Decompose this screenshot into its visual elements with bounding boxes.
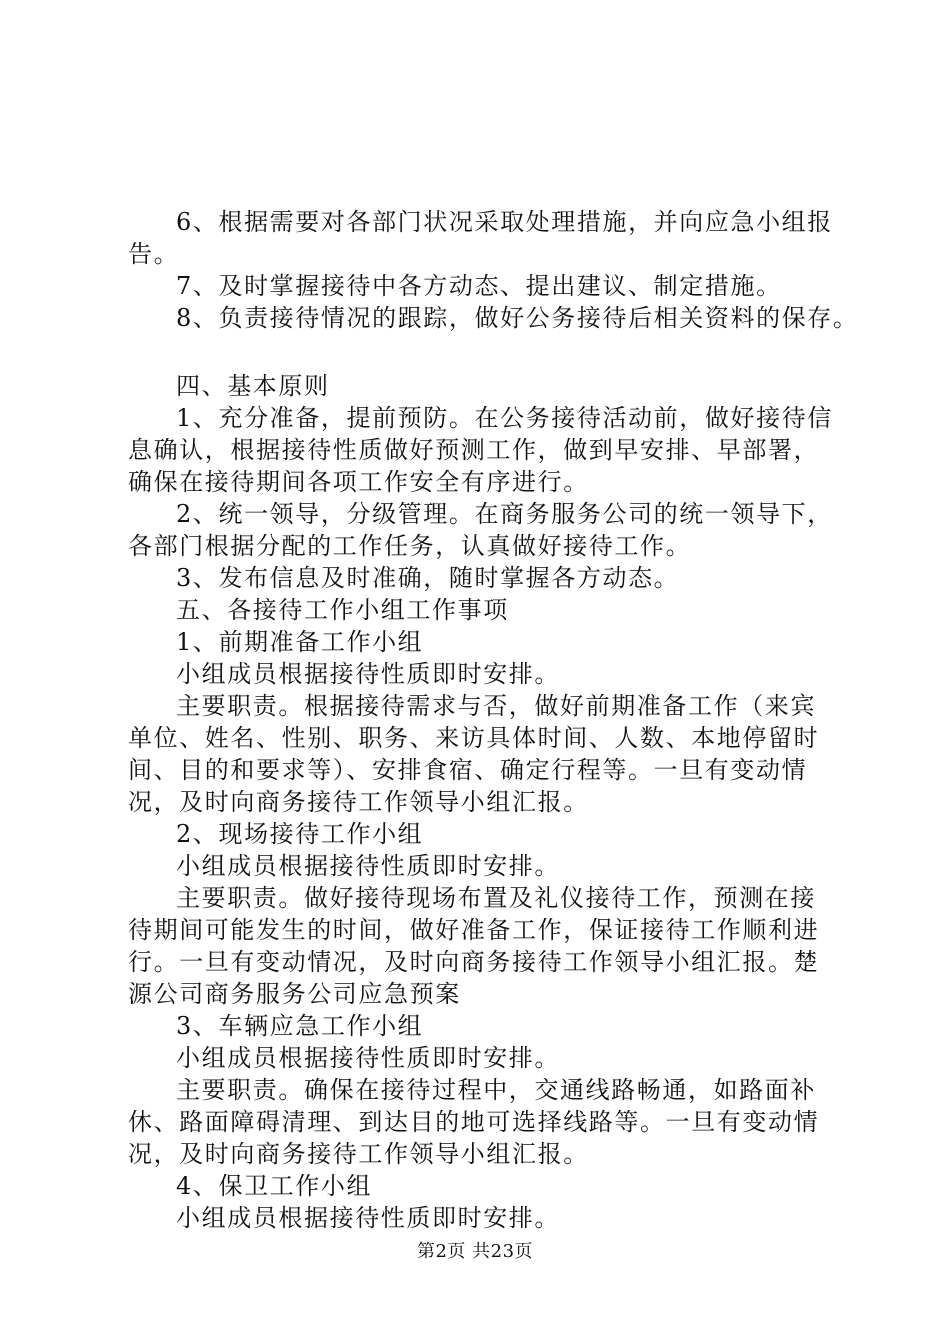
paragraph-line: 告。 <box>128 240 180 268</box>
paragraph-line: 确保在接待期间各项工作安全有序进行。 <box>128 468 589 496</box>
document-body <box>128 206 859 1234</box>
paragraph-line: 小组成员根据接待性质即时安排。 <box>176 660 560 688</box>
paragraph-line: 源公司商务服务公司应急预案 <box>128 980 461 1008</box>
paragraph-line: 间、目的和要求等）、安排食宿、确定行程等。一旦有变动情 <box>128 756 808 784</box>
page-number-footer: 第2页 共23页 <box>416 1241 534 1262</box>
paragraph-line: 7、及时掌握接待中各方动态、提出建议、制定措施。 <box>176 272 782 300</box>
section-heading: 五、各接待工作小组工作事项 <box>176 596 509 624</box>
paragraph-line: 小组成员根据接待性质即时安排。 <box>176 1044 560 1072</box>
paragraph-line: 1、充分准备，提前预防。在公务接待活动前，做好接待信 <box>176 404 833 432</box>
paragraph-line: 息确认，根据接待性质做好预测工作，做到早安排、早部署， <box>128 436 820 464</box>
subsection-heading: 3、车辆应急工作小组 <box>176 1012 424 1040</box>
paragraph-line: 2、统一领导，分级管理。在商务服务公司的统一领导下， <box>176 500 833 528</box>
paragraph-line: 况，及时向商务接待工作领导小组汇报。 <box>128 1140 589 1168</box>
paragraph-line: 待期间可能发生的时间，做好准备工作，保证接待工作顺利进 <box>128 916 820 944</box>
paragraph-line: 3、发布信息及时准确，随时掌握各方动态。 <box>176 564 680 592</box>
paragraph-line: 主要职责。确保在接待过程中，交通线路畅通，如路面补 <box>176 1076 816 1104</box>
paragraph-line: 各部门根据分配的工作任务，认真做好接待工作。 <box>128 532 692 560</box>
paragraph-line: 主要职责。根据接待需求与否，做好前期准备工作（来宾 <box>176 692 816 720</box>
paragraph-line: 单位、姓名、性别、职务、来访具体时间、人数、本地停留时 <box>128 724 820 752</box>
paragraph-line: 6、根据需要对各部门状况采取处理措施，并向应急小组报 <box>176 208 833 236</box>
paragraph-line: 行。一旦有变动情况，及时向商务接待工作领导小组汇报。楚 <box>128 948 820 976</box>
paragraph-line: 小组成员根据接待性质即时安排。 <box>176 852 560 880</box>
paragraph-line: 主要职责。做好接待现场布置及礼仪接待工作，预测在接 <box>176 884 816 912</box>
subsection-heading: 1、前期准备工作小组 <box>176 628 424 656</box>
paragraph-line: 休、路面障碍清理、到达目的地可选择线路等。一旦有变动情 <box>128 1108 820 1136</box>
paragraph-line: 小组成员根据接待性质即时安排。 <box>176 1204 560 1232</box>
subsection-heading: 4、保卫工作小组 <box>176 1172 373 1200</box>
section-heading: 四、基本原则 <box>176 372 330 400</box>
subsection-heading: 2、现场接待工作小组 <box>176 820 424 848</box>
paragraph-line: 况，及时向商务接待工作领导小组汇报。 <box>128 788 589 816</box>
paragraph-line: 8、负责接待情况的跟踪，做好公务接待后相关资料的保存。 <box>176 304 859 332</box>
